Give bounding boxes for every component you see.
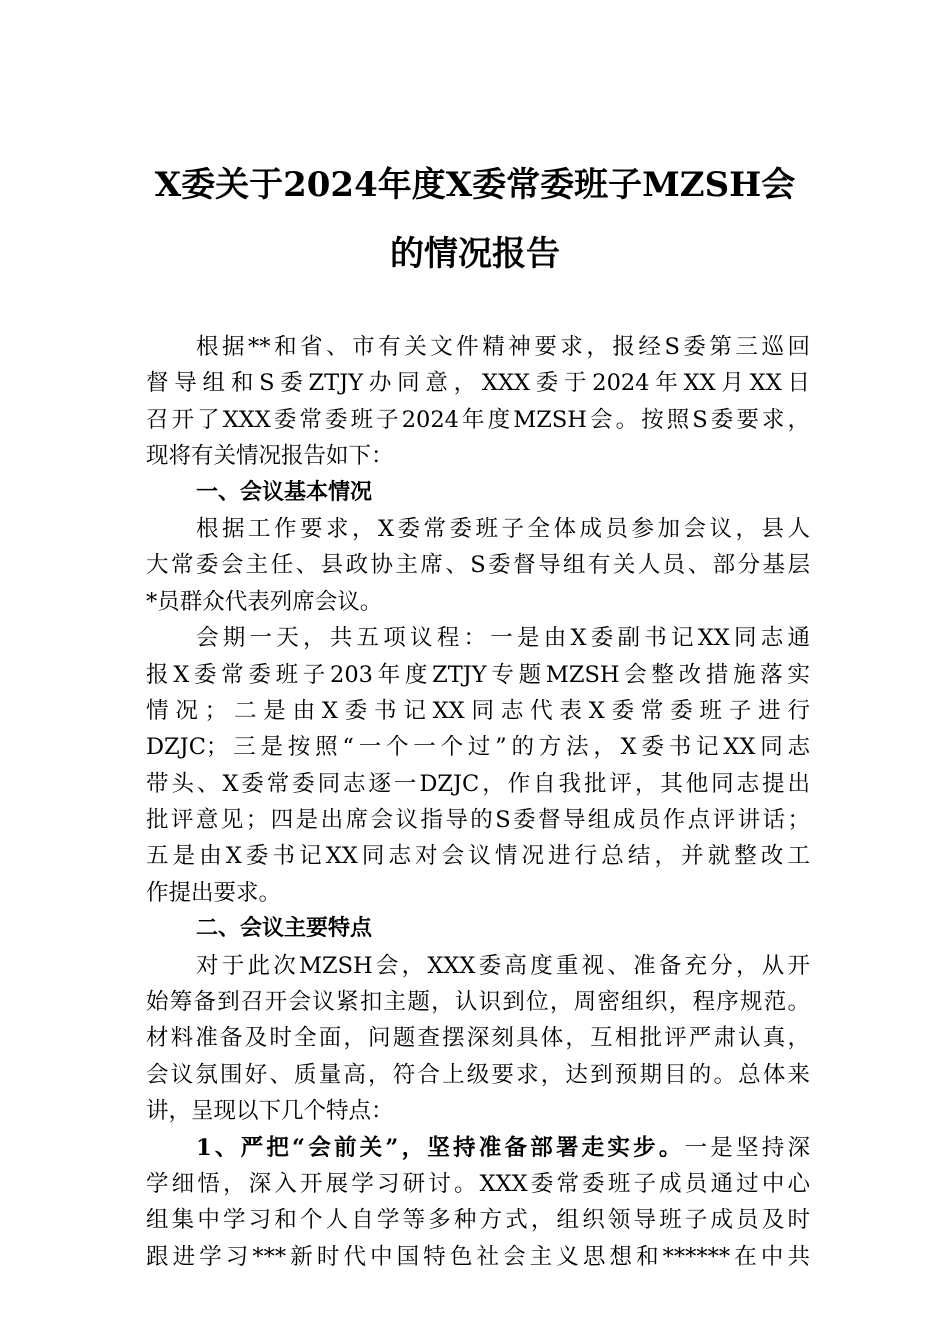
body-line: 批评意见；四是出席会议指导的S委督导组成员作点评讲话；	[146, 807, 810, 834]
body-line: 大常委会主任、县政协主席、S委督导组有关人员、部分基层	[146, 552, 810, 579]
body-line: 情况；二是由X委书记XX同志代表X委常委班子进行	[146, 697, 810, 724]
body-line: 始筹备到召开会议紧扣主题，认识到位，周密组织，程序规范。	[146, 989, 810, 1016]
body-line: 材料准备及时全面，问题查摆深刻具体，互相批评严肃认真，	[146, 1025, 810, 1052]
body-line: 报X委常委班子203年度ZTJY专题MZSH会整改措施落实	[146, 661, 810, 688]
body-line: 对于此次MZSH会，XXX委高度重视、准备充分，从开	[196, 952, 810, 979]
body-line: 学细悟，深入开展学习研讨。XXX委常委班子成员通过中心	[146, 1170, 810, 1197]
body-line: 跟进学习***新时代中国特色社会主义思想和******在中共	[146, 1243, 810, 1270]
body-line: 会期一天，共五项议程：一是由X委副书记XX同志通	[196, 625, 810, 652]
body-line: 根据**和省、市有关文件精神要求，报经S委第三巡回	[196, 334, 810, 360]
body-line: DZJC；三是按照“一个一个过”的方法，X委书记XX同志	[146, 734, 810, 761]
document-title-line-1: X委关于2024年度X委常委班子MZSH会	[154, 165, 796, 205]
body-line: *员群众代表列席会议。	[146, 588, 383, 615]
section-heading: 一、会议基本情况	[196, 479, 373, 505]
body-line: 现将有关情况报告如下：	[146, 443, 394, 470]
body-line	[146, 1130, 810, 1166]
body-line: 讲，呈现以下几个特点：	[146, 1098, 394, 1125]
section-heading: 二、会议主要特点	[196, 916, 373, 942]
document-title-line-2: 的情况报告	[390, 234, 560, 274]
lead-rest: 一是坚持深	[684, 1134, 810, 1161]
body-line: 会议氛围好、质量高，符合上级要求，达到预期目的。总体来	[146, 1061, 810, 1088]
document-body	[146, 329, 810, 1275]
body-line: 五是由X委书记XX同志对会议情况进行总结，并就整改工	[146, 843, 810, 870]
body-line: 带头、X委常委同志逐一DZJC，作自我批评，其他同志提出	[146, 770, 810, 797]
bold-lead: 1、严把“会前关”，坚持准备部署走实步。	[196, 1134, 685, 1161]
body-line: 召开了XXX委常委班子2024年度MZSH会。按照S委要求，	[146, 406, 810, 433]
body-line: 作提出要求。	[146, 879, 282, 906]
body-line: 督导组和S委ZTJY办同意，XXX委于2024年XX月XX日	[146, 370, 810, 397]
body-line: 根据工作要求，X委常委班子全体成员参加会议，县人	[196, 515, 810, 542]
body-line: 组集中学习和个人自学等多种方式，组织领导班子成员及时	[146, 1207, 810, 1234]
